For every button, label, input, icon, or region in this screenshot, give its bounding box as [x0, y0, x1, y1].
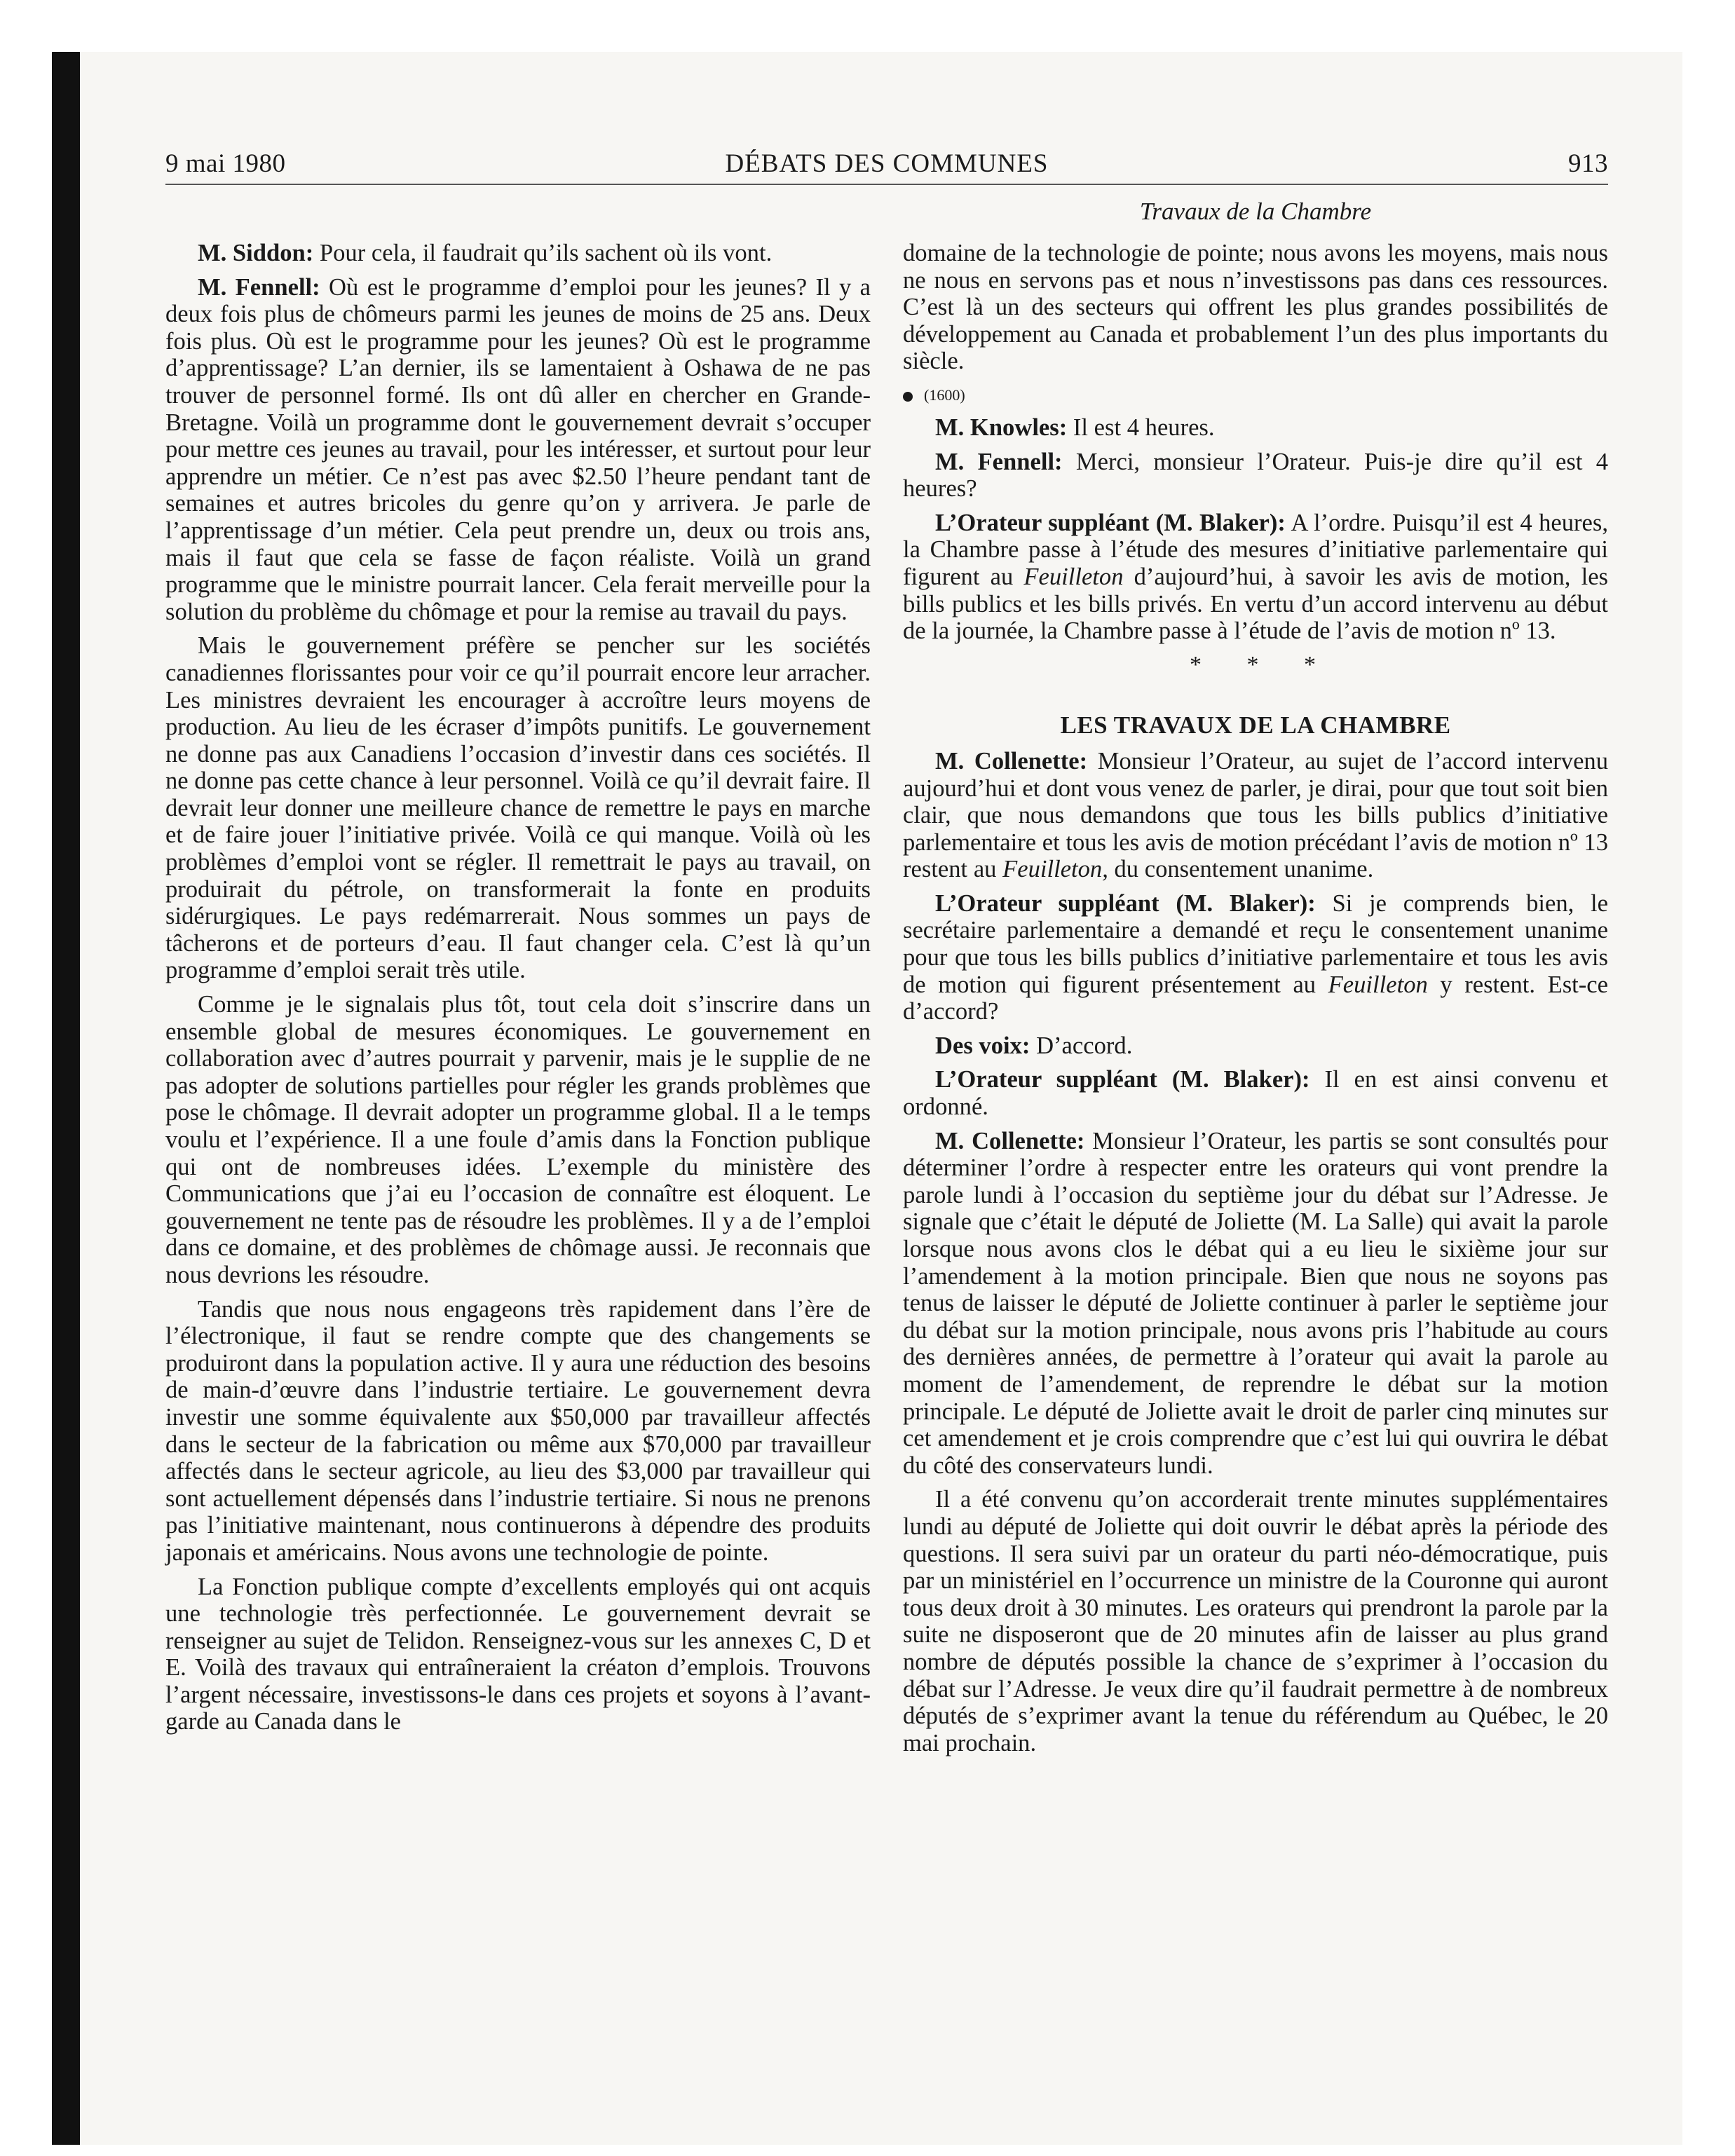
- speaker-name: M. Fennell:: [935, 448, 1063, 475]
- scan-binding-edge: [52, 52, 80, 2145]
- speaker-name: Des voix:: [935, 1032, 1030, 1059]
- paragraph: Des voix: D’accord.: [935, 1032, 1133, 1059]
- paragraph: L’Orateur suppléant (M. Blaker): A l’ordre. Puisqu’il est 4 heures, la Chambre passe à l’étude des mesures d’initiative parlementaire qui figurent au Feuilleton d’aujourd’hui, à savoir les avis de motion, les bills publics et les bills privés. En vertu d’un accord intervenu au début de la journée, la Chambre passe à l’étude de l’avis de motion nº 13.: [903, 509, 1608, 645]
- section-title: LES TRAVAUX DE LA CHAMBRE: [1060, 711, 1451, 739]
- time-marker: (1600): [903, 382, 1608, 409]
- paragraph-continued: domaine de la technologie de pointe; nous avons les moyens, mais nous ne nous en servons pas et nous n’investissons pas dans ces ressources. C’est là un des secteurs qui offrent les plus grandes possibilités de développement au Canada et probablement l’un des plus importants du siècle.: [903, 240, 1608, 375]
- paragraph: L’Orateur suppléant (M. Blaker): Si je comprends bien, le secrétaire parlementaire a demandé et reçu le consentement unanime pour que tous les bills publics d’initiative parlementaire et tous les avis de motion qui figurent présentement au Feuilleton y restent. Est-ce d’accord?: [903, 889, 1608, 1025]
- header-date: 9 mai 1980: [165, 149, 286, 178]
- speaker-name: M. Fennell:: [198, 273, 320, 301]
- header-title: DÉBATS DES COMMUNES: [725, 149, 1049, 178]
- speaker-name: M. Collenette:: [935, 1127, 1085, 1154]
- paragraph: Mais le gouvernement préfère se pencher sur les sociétés canadiennes florissantes pour voir ce qu’il pourrait encore leur arracher. Les ministres devraient les encourager à accroître leurs moyens de production. Au lieu de les écraser d’impôts punitifs. Le gouvernement ne donne pas aux Canadiens l’occasion d’investir dans ces sociétés. Il ne donne pas cette chance à leur personnel. Voilà ce qu’il devrait faire. Il devrait leur donner une meilleure chance de remettre le pays en marche et de faire jouer l’initiative privée. Voilà ce qui manque. Voilà où les problèmes d’emploi vont se régler. Il remettrait le pays au travail, on produirait du pétrole, on transformerait la fonte en produits sidérurgiques. Le pays redémarrerait. Nous sommes un pays de tâcherons et de porteurs d’eau. Il faut changer cela. C’est là qu’un programme d’emploi serait très utile.: [165, 632, 871, 984]
- paragraph: M. Siddon: Pour cela, il faudrait qu’ils sachent où ils vont.: [198, 240, 773, 266]
- bullet-icon: [903, 392, 913, 402]
- page-number: 913: [1568, 149, 1608, 178]
- speaker-name: M. Siddon:: [198, 240, 314, 266]
- header-rule: [165, 184, 1608, 185]
- page-header: [165, 149, 1608, 184]
- paragraph: Comme je le signalais plus tôt, tout cela doit s’inscrire dans un ensemble global de mesures économiques. Le gouvernement en collaboration avec d’autres pourrait y parvenir, mais je le supplie de ne pas adopter de solutions partielles pour régler les grands problèmes que pose le chômage. Il devrait adopter un programme global. Il a le temps voulu et l’expérience. Il a une foule d’amis dans la Fonction publique qui ont de nombreuses idées. L’exemple du ministère des Communications que j’ai eu l’occasion de connaître est éloquent. Le gouvernement ne tente pas de résoudre les problèmes. Il y a de l’emploi dans ce domaine, et des problèmes de chômage aussi. Je reconnais que nous devrions les résoudre.: [165, 991, 871, 1288]
- speaker-name: L’Orateur suppléant (M. Blaker):: [935, 1066, 1310, 1093]
- paragraph: Tandis que nous nous engageons très rapidement dans l’ère de l’électronique, il faut se rendre compte que des changements se produiront dans la population active. Il y aura une réduction des besoins de main-d’œuvre dans l’industrie tertiaire. Le gouvernement devra investir une somme équivalente aux $50,000 par travailleur affectés dans le secteur de la fabrication ou même aux $70,000 par travailleur affectés dans le secteur agricole, au lieu des $3,000 par travailleur qui sont actuellement dépensés dans l’industrie tertiaire. Si nous ne prenons pas l’initiative maintenant, nous continuerons à dépendre des produits japonais et américains. Nous avons une technologie de pointe.: [165, 1295, 871, 1566]
- paragraph: M. Collenette: Monsieur l’Orateur, les partis se sont consultés pour déterminer l’ordre à respecter entre les orateurs qui vont prendre la parole lundi à l’occasion du septième jour du débat sur l’Adresse. Je signale que c’était le député de Joliette (M. La Salle) qui avait la parole lorsque nous avons clos le débat qui a eu lieu le sixième jour sur l’amendement à la motion principale. Bien que nous ne soyons pas tenus de laisser le député de Joliette continuer à parler le septième jour du débat sur la motion principale, nous avons pris l’habitude au cours des dernières années, de permettre à l’orateur qui avait la parole au moment de l’amendement, de reprendre le débat sur la motion principale. Le député de Joliette avait le droit de parler cinq minutes sur cet amendement et je crois comprendre que c’est lui qui ouvrira le débat du côté des conservateurs lundi.: [903, 1127, 1608, 1479]
- running-head: Travaux de la Chambre: [1139, 198, 1372, 225]
- speaker-name: M. Collenette:: [935, 747, 1088, 775]
- paragraph: M. Knowles: Il est 4 heures.: [935, 414, 1215, 441]
- paragraph: M. Collenette: Monsieur l’Orateur, au sujet de l’accord intervenu aujourd’hui et dont vous venez de parler, je dirai, pour que tout soit bien clair, que nous demandons que tous les bills publics d’initiative parlementaire et tous les avis de motion précédant l’avis de motion nº 13 restent au Feuilleton, du consentement unanime.: [903, 747, 1608, 883]
- paragraph: La Fonction publique compte d’excellents employés qui ont acquis une technologie très perfectionnée. Le gouvernement devrait se renseigner au sujet de Telidon. Renseignez-vous sur les annexes C, D et E. Voilà des travaux qui entraîneraient la créaton d’emplois. Trouvons l’argent nécessaire, investissons-le dans ces projets et soyons à l’avant-garde au Canada dans le: [165, 1573, 871, 1735]
- speaker-name: M. Knowles:: [935, 414, 1068, 441]
- section-separator: * * *: [1190, 651, 1335, 678]
- paragraph: M. Fennell: Merci, monsieur l’Orateur. Puis-je dire qu’il est 4 heures?: [903, 448, 1608, 503]
- paragraph: L’Orateur suppléant (M. Blaker): Il en est ainsi convenu et ordonné.: [903, 1066, 1608, 1121]
- paragraph: Il a été convenu qu’on accorderait trente minutes supplémentaires lundi au député de Joliette qui doit ouvrir le débat après la période des questions. Il sera suivi par un orateur du parti néo-démocratique, puis par un ministériel en l’occurrence un ministre de la Couronne qui auront tous deux droit à 30 minutes. Les orateurs qui prendront la parole par la suite ne disposeront que de 20 minutes afin de laisser au plus grand nombre de députés possible la chance de s’exprimer à l’occasion du débat sur l’Adresse. Je veux dire qu’il faudrait permettre à de nombreux députés de s’exprimer avant la tenue du référendum au Québec, le 20 mai prochain.: [903, 1486, 1608, 1756]
- speaker-name: L’Orateur suppléant (M. Blaker):: [935, 509, 1286, 536]
- speaker-name: L’Orateur suppléant (M. Blaker):: [935, 889, 1316, 917]
- paragraph: M. Fennell: Où est le programme d’emploi pour les jeunes? Il y a deux fois plus de chômeurs parmi les jeunes de moins de 25 ans. Deux fois plus. Où est le programme pour les jeunes? Où est le programme d’apprentissage? L’an dernier, ils se lamentaient à Oshawa de ne pas trouver de personnel formé. Ils ont dû aller en chercher en Grande-Bretagne. Voilà un programme dont le gouvernement devrait s’occuper pour mettre ces jeunes au travail, pour les intéresser, et surtout pour leur apprendre un métier. Ce n’est pas avec $2.50 l’heure pendant tant de semaines et autres bricoles du genre qu’on y arrivera. Je parle de l’apprentissage d’un métier. Cela peut prendre un, deux ou trois ans, mais il faut que cela se fasse de façon réaliste. Voilà un grand programme que le ministre pourrait lancer. Cela ferait merveille pour la solution du problème du chômage et pour la remise au travail du pays.: [165, 273, 871, 625]
- left-column: [165, 240, 871, 1742]
- right-column: [903, 240, 1608, 1763]
